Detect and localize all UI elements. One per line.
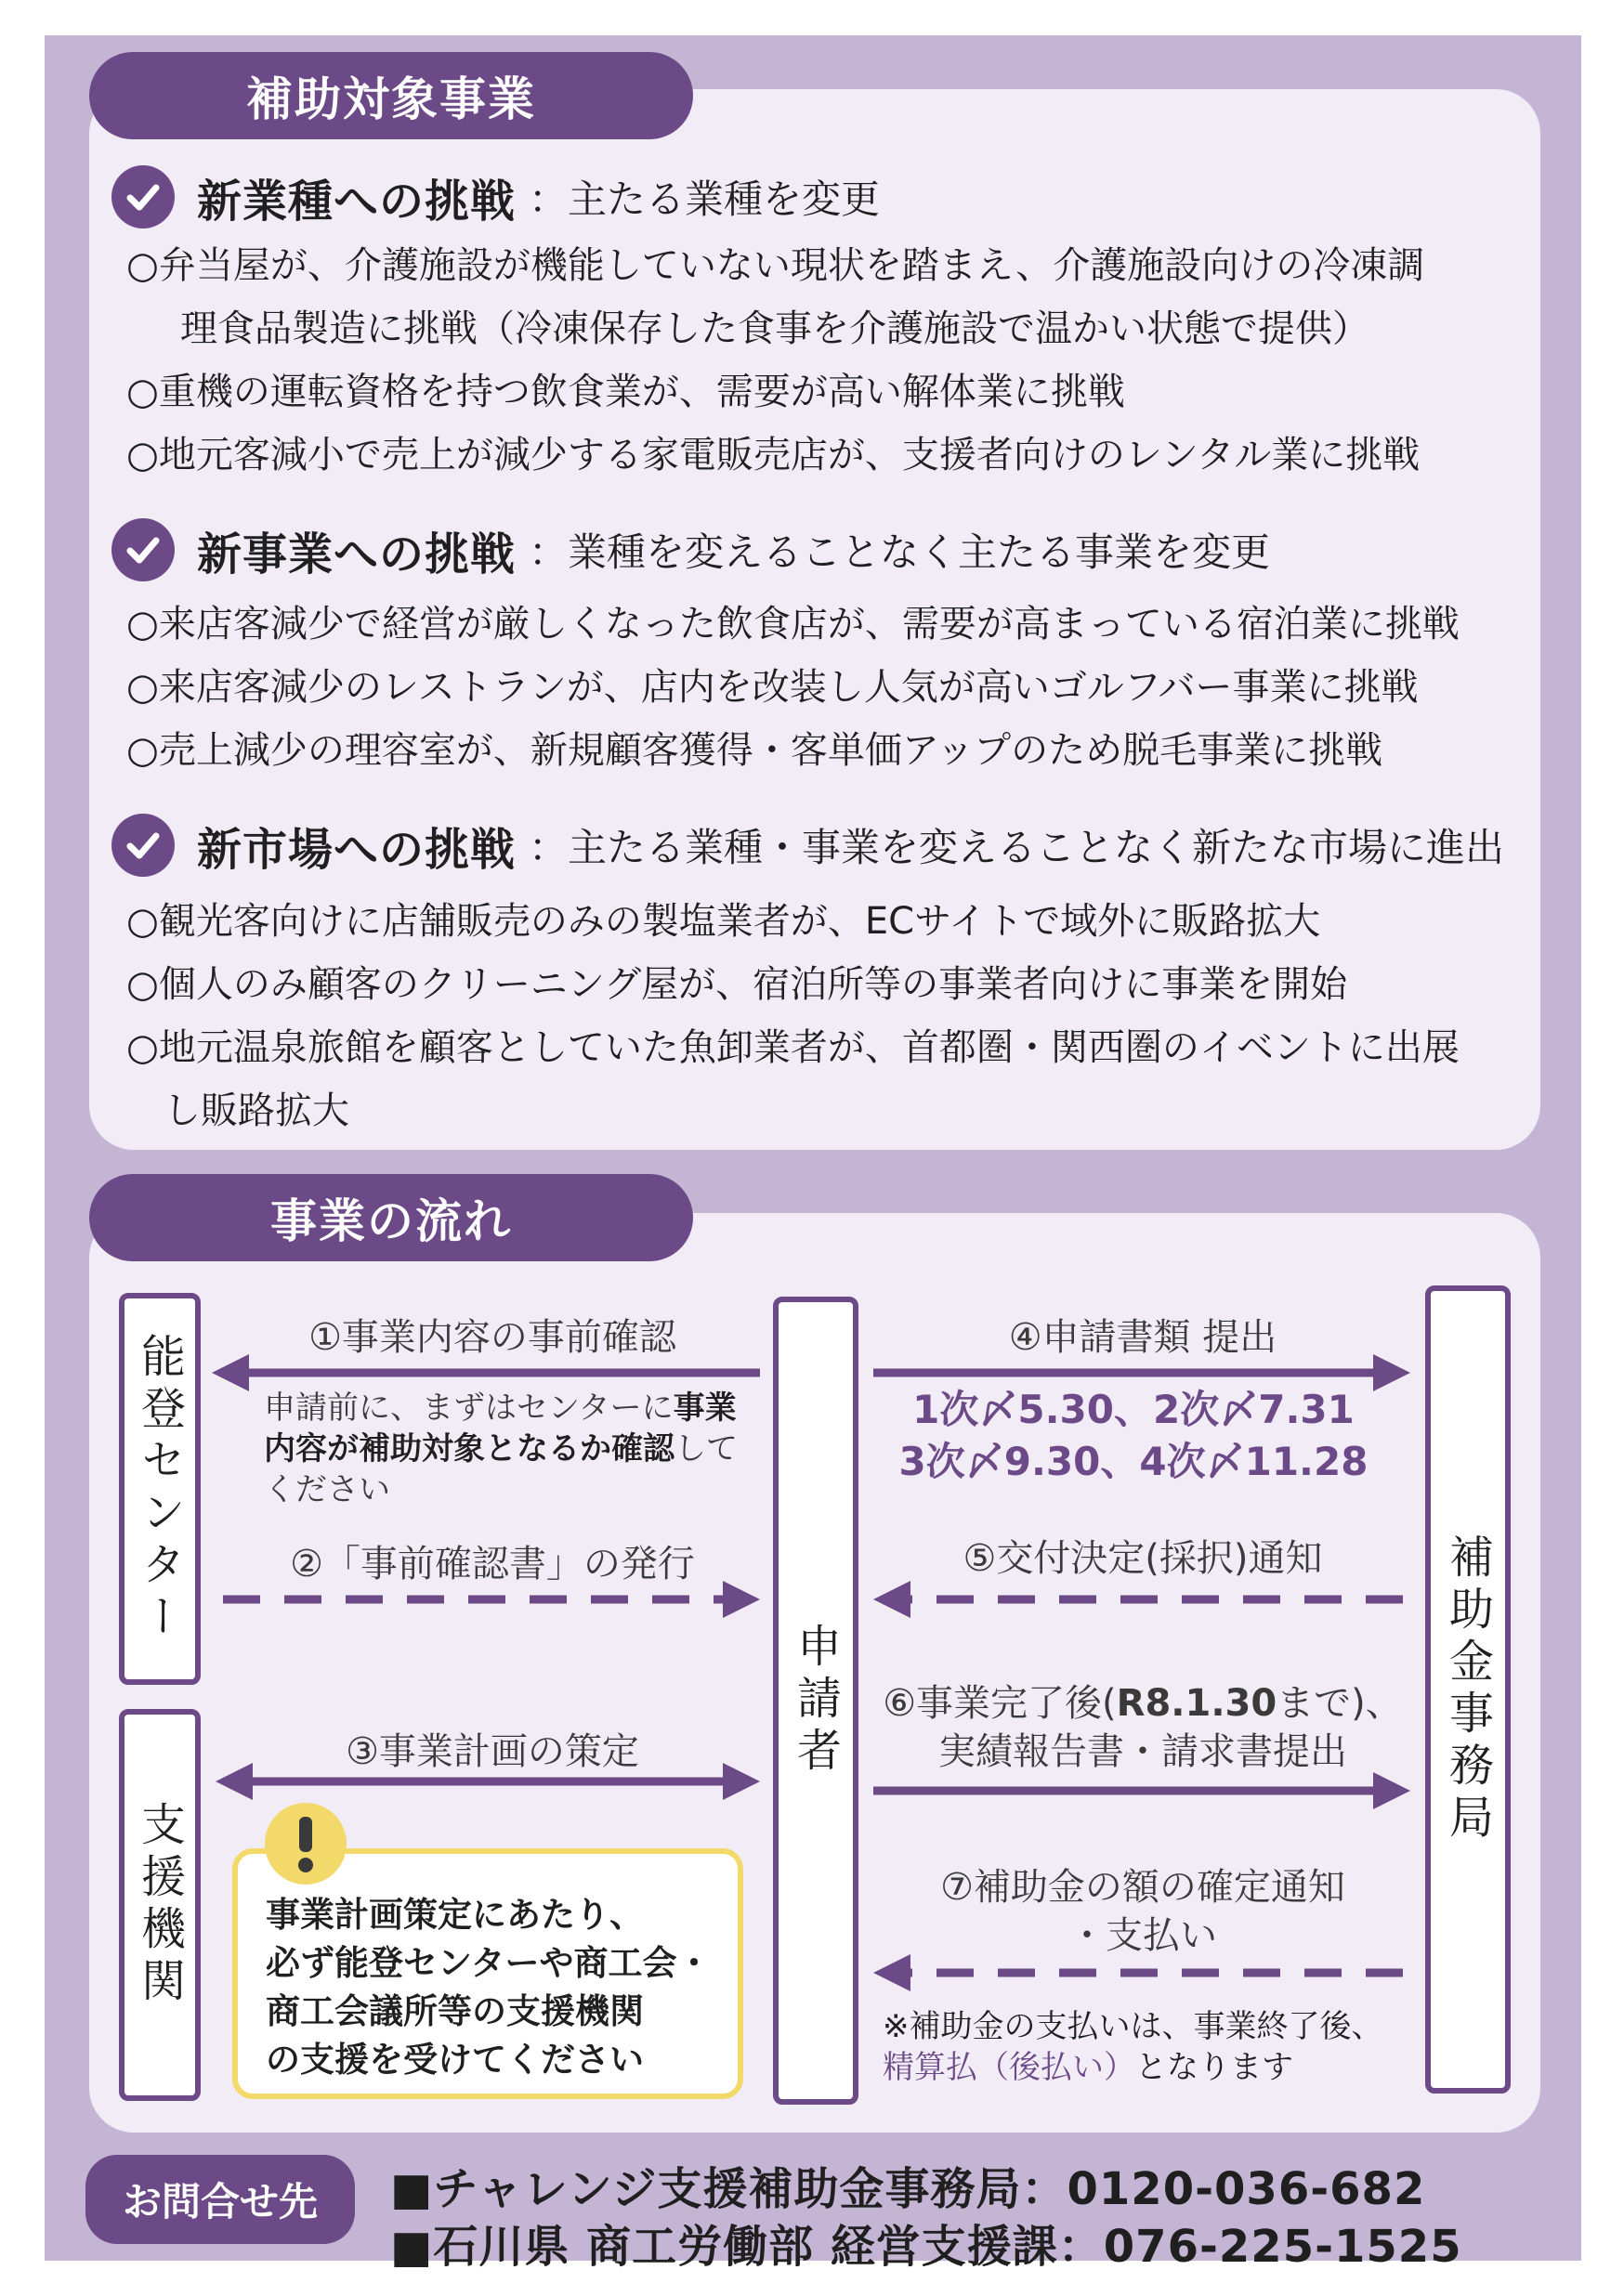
arrowhead bbox=[1373, 1772, 1410, 1809]
step6-label: ⑥事業完了後(R8.1.30まで)、 実績報告書・請求書提出 bbox=[883, 1682, 1403, 1773]
section-tab-business-flow: 事業の流れ bbox=[89, 1174, 693, 1261]
list-item: ○観光客向けに店舗販売のみの製塩業者が、ECサイトで域外に販路拡大 bbox=[126, 900, 1321, 943]
subsidy-office-box: 補助金事務局 bbox=[1425, 1285, 1511, 2094]
list-item: ○地元温泉旅館を顧客としていた魚卸業者が、首都圏・関西圏のイベントに出展 し販路拡大 bbox=[126, 1026, 1460, 1132]
section-tab-target-business: 補助対象事業 bbox=[89, 52, 693, 139]
list-item: ○売上減少の理容室が、新規顧客獲得・客単価アップのため脱毛事業に挑戦 bbox=[126, 729, 1383, 772]
step1-label: ①事業内容の事前確認 bbox=[308, 1316, 676, 1359]
category-description: ：主たる業種・事業を変えることなく新たな市場に進出 bbox=[529, 825, 1505, 870]
list-item: ○地元客減小で売上が減少する家電販売店が、支援者向けのレンタル業に挑戦 bbox=[126, 434, 1421, 476]
step1-note: 申請前に、まずはセンターに事業内容が補助対象となるか確認してください bbox=[264, 1389, 738, 1508]
warning-text: 事業計画策定にあたり、 必ず能登センターや商工会・ 商工会議所等の支援機関 の支援を受けてください bbox=[266, 1895, 712, 2080]
arrowhead bbox=[873, 1954, 910, 1991]
contact-subsidy-office: ■チャレンジ支援補助金事務局：0120-036-682 bbox=[390, 2163, 1426, 2215]
noto-center-box: 能登センター bbox=[119, 1293, 201, 1685]
category-description: ：業種を変えることなく主たる事業を変更 bbox=[529, 529, 1271, 575]
list-item: ○来店客減少で経営が厳しくなった飲食店が、需要が高まっている宿泊業に挑戦 bbox=[126, 603, 1460, 646]
category-description: ：主たる業種を変更 bbox=[529, 176, 881, 222]
warning-icon bbox=[262, 1800, 349, 1887]
step7-label: ⑦補助金の額の確定通知 ・支払い bbox=[940, 1866, 1345, 1957]
contact-ishikawa-prefecture: ■石川県 商工労働部 経営支援課：076-225-1525 bbox=[390, 2221, 1462, 2273]
arrowhead bbox=[873, 1581, 910, 1618]
list-item: ○来店客減少のレストランが、店内を改装し人気が高いゴルフバー事業に挑戦 bbox=[126, 666, 1419, 709]
step3-label: ③事業計画の策定 bbox=[346, 1730, 639, 1773]
list-item: ○弁当屋が、介護施設が機能していない現状を踏まえ、介護施設向けの冷凍調 理食品製造に挑戦（冷凍保存した食事を介護施設で温かい状態で提供） bbox=[126, 244, 1425, 350]
category-title: 新市場への挑戦 bbox=[197, 823, 517, 876]
application-deadlines: 1次〆5.30、2次〆7.31 3次〆9.30、4次〆11.28 bbox=[898, 1387, 1369, 1484]
support-organization-box: 支援機関 bbox=[119, 1709, 201, 2101]
contact-label: お問合せ先 bbox=[85, 2155, 355, 2244]
step2-label: ②「事前確認書」の発行 bbox=[290, 1543, 695, 1585]
payment-note: ※補助金の支払いは、事業終了後、 精算払（後払い）となります bbox=[883, 2008, 1383, 2086]
list-item: ○重機の運転資格を持つ飲食業が、需要が高い解体業に挑戦 bbox=[126, 371, 1125, 413]
list-item: ○個人のみ顧客のクリーニング屋が、宿泊所等の事業者向けに事業を開始 bbox=[126, 963, 1348, 1006]
category-title: 新業種への挑戦 bbox=[197, 175, 517, 228]
applicant-box: 申請者 bbox=[773, 1297, 858, 2105]
step4-label: ④申請書類 提出 bbox=[1008, 1316, 1277, 1359]
step5-label: ⑤交付決定(採択)通知 bbox=[963, 1537, 1323, 1580]
category-title: 新事業への挑戦 bbox=[197, 528, 517, 581]
